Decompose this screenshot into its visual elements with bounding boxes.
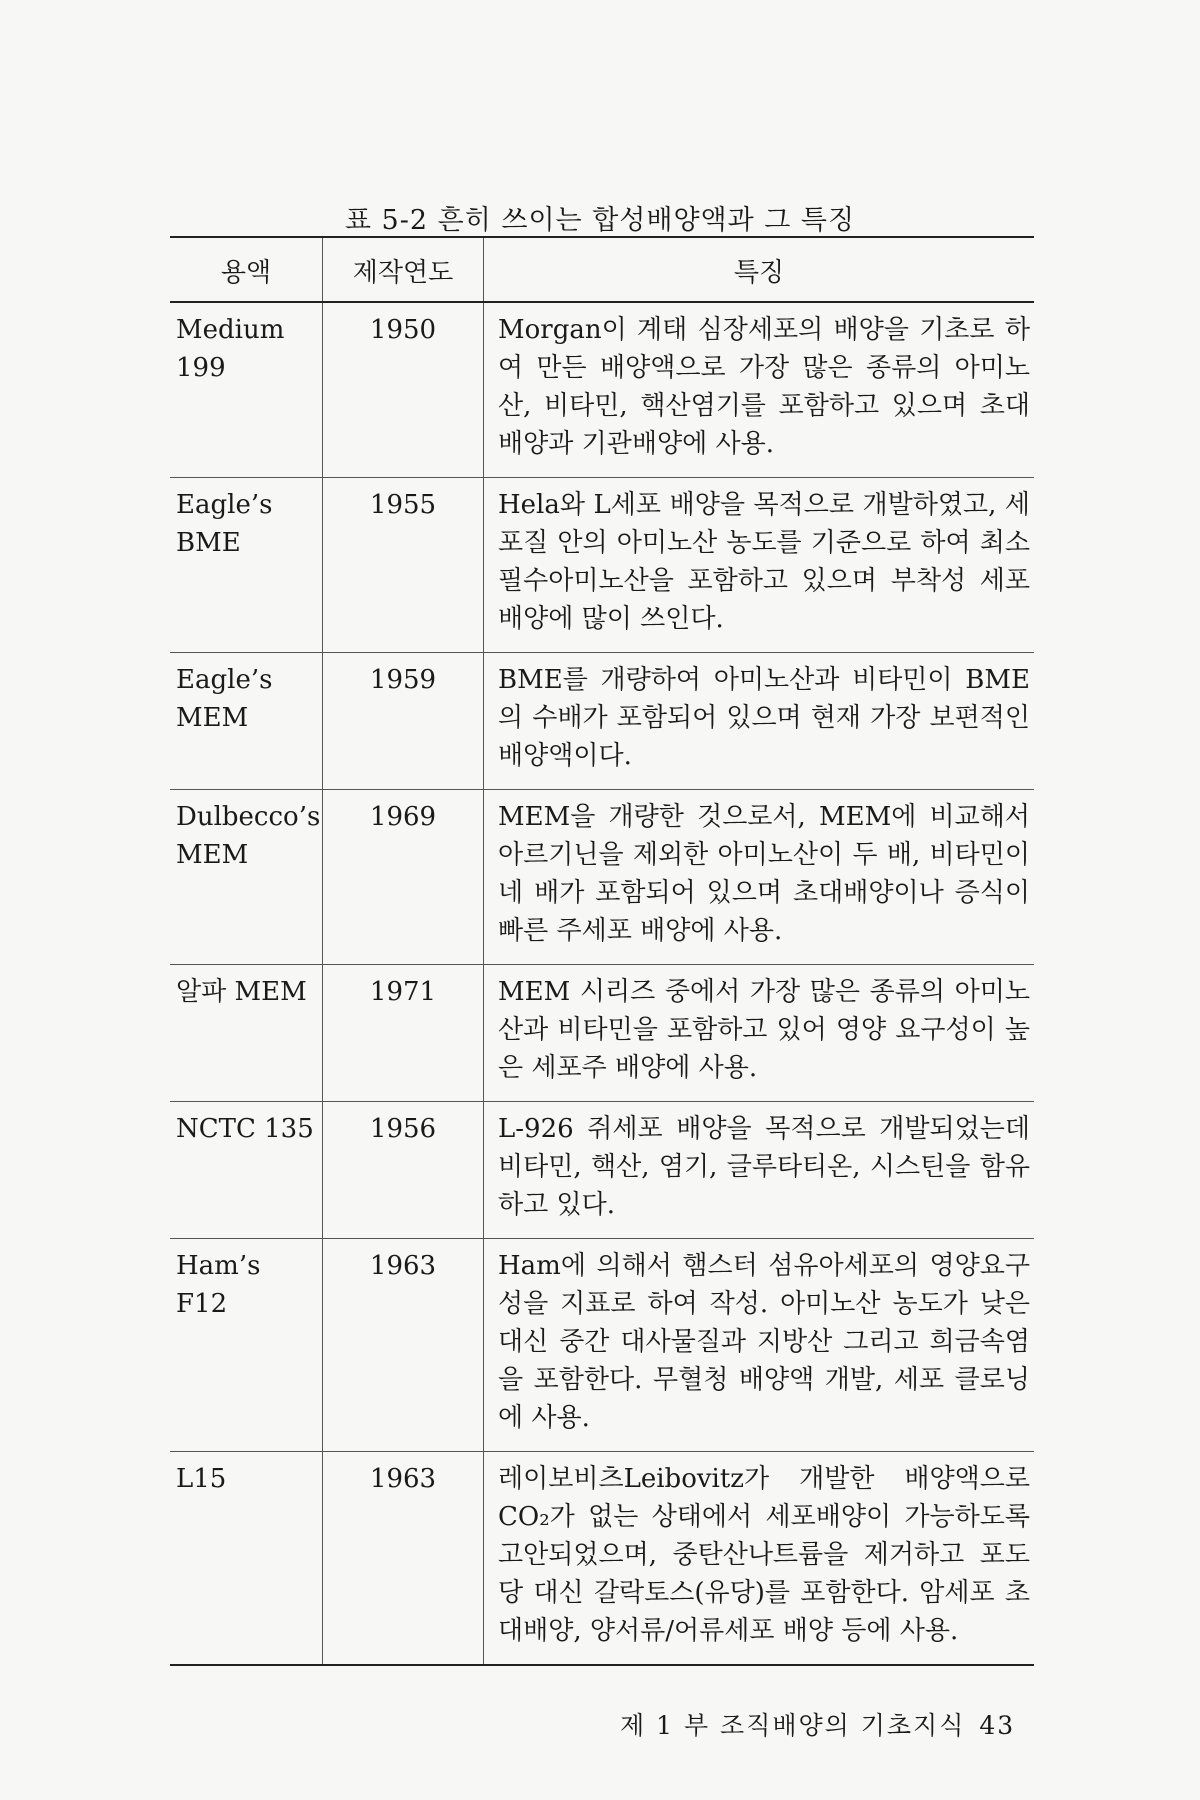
table-row <box>170 1102 1034 1239</box>
year-cell: 1956 <box>322 1102 484 1238</box>
page-footer <box>620 1706 1015 1742</box>
header-solution: 용액 <box>220 258 272 288</box>
table-header-row <box>170 238 1034 303</box>
year-cell: 1963 <box>322 1452 484 1664</box>
solution-name-cell <box>170 1239 322 1451</box>
year-cell: 1955 <box>322 478 484 652</box>
solution-name: Ham’s <box>176 1251 261 1281</box>
table-row <box>170 965 1034 1102</box>
solution-name: L15 <box>176 1464 227 1494</box>
features-cell: L-926 쥐세포 배양을 목적으로 개발되었는데 비타민, 핵산, 염기, 글루타티온, 시스틴을 함유하고 있다. <box>498 1114 1030 1220</box>
table-row <box>170 478 1034 653</box>
features-cell: MEM 시리즈 중에서 가장 많은 종류의 아미노산과 비타민을 포함하고 있어 영양 요구성이 높은 세포주 배양에 사용. <box>498 977 1030 1083</box>
table-row <box>170 1452 1034 1666</box>
solution-name: Eagle’s <box>176 490 273 520</box>
features-cell: BME를 개량하여 아미노산과 비타민이 BME의 수배가 포함되어 있으며 현재 가장 보편적인 배양액이다. <box>498 665 1030 771</box>
solution-name: Dulbecco’s <box>176 802 321 832</box>
solution-name-cell <box>170 653 322 789</box>
table-row <box>170 1239 1034 1452</box>
footer-section-title: 제 1 부 조직배양의 기초지식 <box>620 1711 966 1740</box>
table-caption: 표 5-2 흔히 쓰이는 합성배양액과 그 특징 <box>344 205 856 236</box>
table-row <box>170 653 1034 790</box>
solution-name: Medium <box>176 315 285 345</box>
features-cell: Ham에 의해서 햄스터 섬유아세포의 영양요구성을 지표로 하여 작성. 아미노산 농도가 낮은 대신 중간 대사물질과 지방산 그리고 희금속염을 포함한다. 무혈청 배양액 개발, 세포 클로닝에 사용. <box>498 1251 1030 1433</box>
year-cell: 1963 <box>322 1239 484 1451</box>
header-features: 특징 <box>733 258 785 288</box>
year-cell: 1959 <box>322 653 484 789</box>
features-cell: Hela와 L세포 배양을 목적으로 개발하였고, 세포질 안의 아미노산 농도를 기준으로 하여 최소 필수아미노산을 포함하고 있으며 부착성 세포배양에 많이 쓰인다. <box>498 490 1030 634</box>
year-cell: 1950 <box>322 303 484 477</box>
solution-name: F12 <box>176 1289 228 1319</box>
solution-name: NCTC 135 <box>176 1114 314 1144</box>
year-cell: 1971 <box>322 965 484 1101</box>
solution-name-cell <box>170 1102 322 1238</box>
solution-name: MEM <box>176 703 249 733</box>
features-cell: 레이보비츠Leibovitz가 개발한 배양액으로 CO₂가 없는 상태에서 세포배양이 가능하도록 고안되었으며, 중탄산나트륨을 제거하고 포도당 대신 갈락토스(유당)를 포함한다. 암세포 초대배양, 양서류/어류세포 배양 등에 사용. <box>498 1464 1030 1646</box>
solution-name-cell <box>170 303 322 477</box>
table-row <box>170 303 1034 478</box>
solution-name-cell <box>170 965 322 1101</box>
media-table <box>170 236 1034 1666</box>
solution-name: BME <box>176 528 241 558</box>
solution-name-cell <box>170 478 322 652</box>
solution-name: MEM <box>176 840 249 870</box>
features-cell: Morgan이 계태 심장세포의 배양을 기초로 하여 만든 배양액으로 가장 많은 종류의 아미노산, 비타민, 핵산염기를 포함하고 있으며 초대배양과 기관배양에 사용. <box>498 315 1030 459</box>
table-row <box>170 790 1034 965</box>
header-year: 제작연도 <box>322 238 484 301</box>
solution-name: Eagle’s <box>176 665 273 695</box>
solution-name-cell <box>170 790 322 964</box>
page-number: 43 <box>979 1711 1016 1740</box>
solution-name-cell <box>170 1452 322 1664</box>
solution-name: 199 <box>176 353 226 383</box>
year-cell: 1969 <box>322 790 484 964</box>
features-cell: MEM을 개량한 것으로서, MEM에 비교해서 아르기닌을 제외한 아미노산이 두 배, 비타민이 네 배가 포함되어 있으며 초대배양이나 증식이 빠른 주세포 배양에 사용. <box>498 802 1030 946</box>
solution-name: 알파 MEM <box>176 977 307 1007</box>
